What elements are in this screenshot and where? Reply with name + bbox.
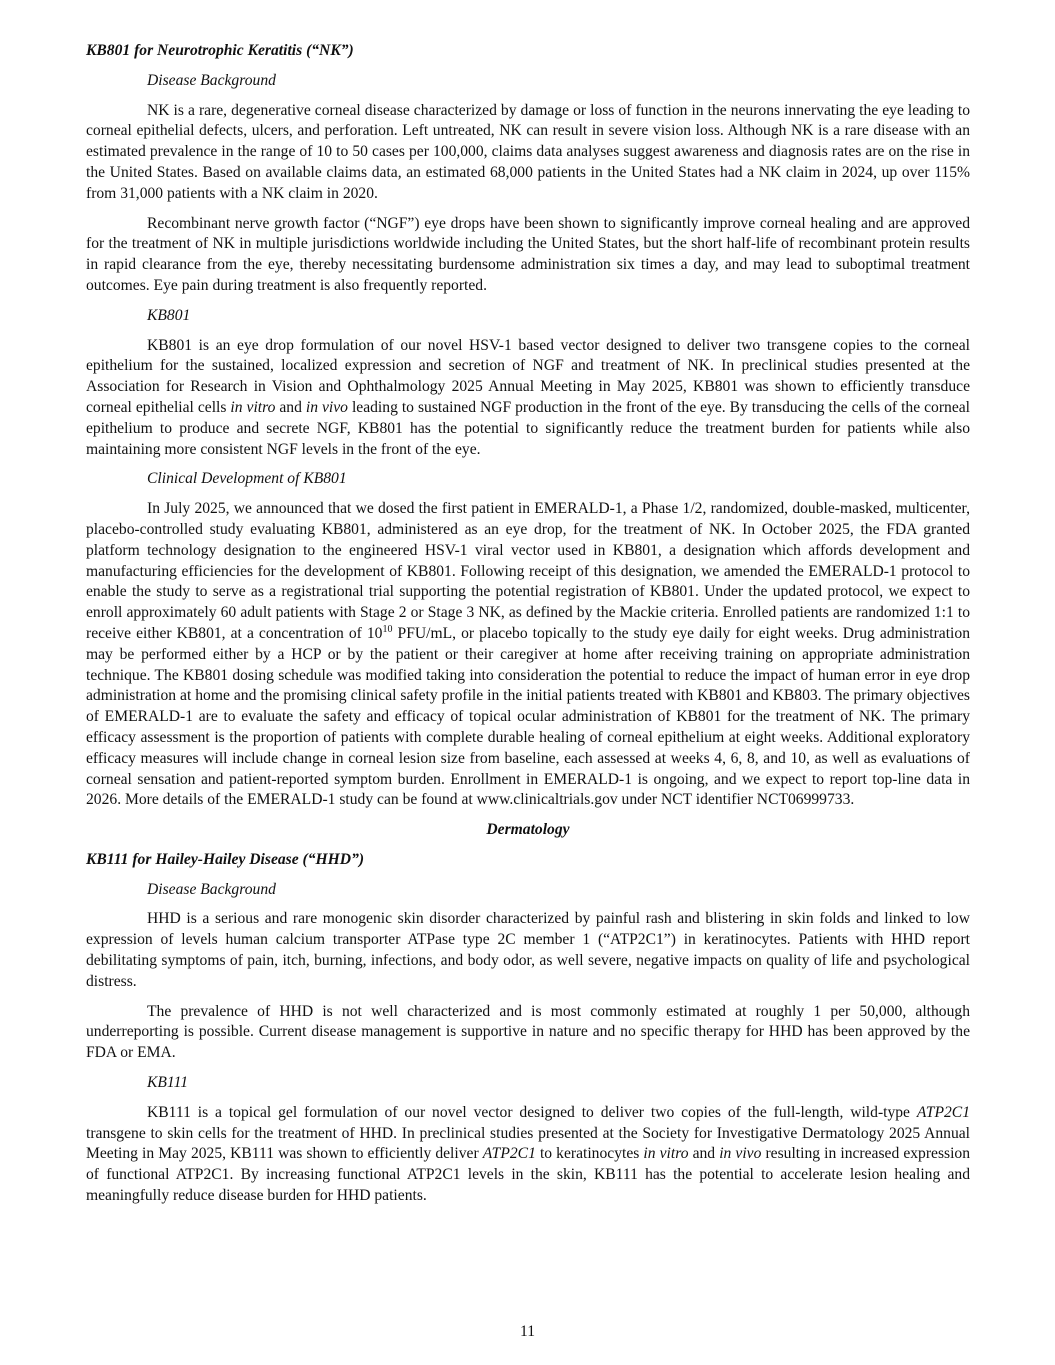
- paragraph-ngf: Recombinant nerve growth factor (“NGF”) eye drops have been shown to significantly improve corneal healing and are approved for the treatment of NK in multiple jurisdictions worldwide including the United States, but the short half-life of recombinant protein results in rapid clearance from the eye, thereby necessitating burdensome administration six times a day, and may lead to suboptimal treatment outcomes. Eye pain during treatment is also frequently reported.: [86, 214, 970, 294]
- document-page: [86, 41, 970, 1216]
- paragraph-emerald-1: In July 2025, we announced that we dosed the first patient in EMERALD-1, a Phase 1/2, randomized, double-masked, multicenter, placebo-controlled study evaluating KB801, administered as an eye drop, for the treatment of NK. In October 2025, the FDA granted platform technology designation to the engineered HSV-1 viral vector used in KB801, a designation which affords development and manufacturing efficiencies for the development of KB801. Following receipt of this designation, we amended the EMERALD-1 protocol to enable the study to serve as a registrational trial supporting the potential registration of KB801. Under the updated protocol, we expect to enroll approximately 60 adult patients with Stage 2 or Stage 3 NK, as defined by the Mackie criteria. Enrolled patients are randomized 1:1 to receive either KB801, at a concentration of $10^{10}$ PFU/mL, or placebo topically to the study eye daily for eight weeks. Drug administration may be performed either by a HCP or by the patient or their caregiver at home after receiving training on appropriate administration technique. The KB801 dosing schedule was modified taking into consideration the potential to reduce the impact of human error in eye drop administration at home and the promising clinical safety profile in the initial patients treated with KB801 and KB803. The primary objectives of EMERALD-1 are to evaluate the safety and efficacy of topical ocular administration of KB801 for the treatment of NK. The primary efficacy assessment is the proportion of patients with complete durable healing of corneal epithelium at eight weeks. Additional exploratory efficacy measures will include change in corneal lesion size from baseline, each assessed at weeks 4, 6, 8, and 10, as well as evaluations of corneal sensation and patient-reported symptom burden. Enrollment in EMERALD-1 is ongoing, and we expect to report top-line data in 2026. More details of the EMERALD-1 study can be found at www.clinicaltrials.gov under NCT identifier NCT06999733.: [86, 500, 970, 809]
- section-title-kb111: KB111 for Hailey-Hailey Disease (“HHD”): [86, 850, 365, 868]
- subheading-disease-background-hhd: Disease Background: [147, 880, 276, 898]
- paragraph-kb111: KB111 is a topical gel formulation of our novel vector designed to deliver two copies of the full-length, wild-type ATP2C1 transgene to skin cells for the treatment of HHD. In preclinical studies presented at the Society for Investigative Dermatology 2025 Annual Meeting in May 2025, KB111 was shown to efficiently deliver ATP2C1 to keratinocytes in vitro and in vivo resulting in increased expression of functional ATP2C1. By increasing functional ATP2C1 levels in the skin, KB111 has the potential to accelerate lesion healing and meaningfully reduce disease burden for HHD patients.: [86, 1103, 971, 1205]
- subheading-kb111: KB111: [147, 1074, 189, 1092]
- paragraph-kb801: KB801 is an eye drop formulation of our novel HSV-1 based vector designed to deliver two transgene copies to the corneal epithelium for the sustained, localized expression and secretion of NGF and treatment of NK. In preclinical studies presented at the Association for Research in Vision and Ophthalmology 2025 Annual Meeting in May 2025, KB801 was shown to efficiently transduce corneal epithelial cells in vitro and in vivo leading to sustained NGF production in the front of the eye. By transducing the cells of the corneal epithelium to produce and secrete NGF, KB801 has the potential to significantly reduce the treatment burden for patients while also maintaining more consistent NGF levels in the front of the eye.: [86, 336, 971, 458]
- subheading-clinical-development: Clinical Development of KB801: [147, 470, 347, 488]
- section-heading-dermatology: Dermatology: [486, 821, 570, 839]
- subheading-disease-background: Disease Background: [147, 71, 276, 89]
- page-number: 11: [519, 1323, 535, 1340]
- paragraph-hhd-prevalence: The prevalence of HHD is not well characterized and is most commonly estimated at roughly 1 per 50,000, although underreporting is possible. Current disease management is supportive in nature and no specific therapy for HHD has been approved by the FDA or EMA.: [86, 1002, 970, 1062]
- paragraph-hhd-background: HHD is a serious and rare monogenic skin disorder characterized by painful rash and blistering in skin folds and linked to low expression of levels human calcium transporter ATPase type 2C member 1 (“ATP2C1”) in keratinocytes. Patients with HHD report debilitating symptoms of pain, itch, burning, infections, and body odor, as well severe, negative impacts on quality of life and psychological distress.: [86, 910, 970, 990]
- section-title-kb801: KB801 for Neurotrophic Keratitis (“NK”): [86, 42, 354, 59]
- subheading-kb801: KB801: [147, 306, 191, 324]
- paragraph-nk-background: NK is a rare, degenerative corneal disease characterized by damage or loss of function in the neurons innervating the eye leading to corneal epithelial defects, ulcers, and perforation. Left untreated, NK can result in severe vision loss. Although NK is a rare disease with an estimated prevalence in the range of 10 to 50 cases per 100,000, claims data analyses suggest awareness and diagnosis rates are on the rise in the United States. Based on available claims data, an estimated 68,000 patients in the United States had a NK claim in 2024, up over 115% from 31,000 patients with a NK claim in 2020.: [86, 101, 970, 202]
